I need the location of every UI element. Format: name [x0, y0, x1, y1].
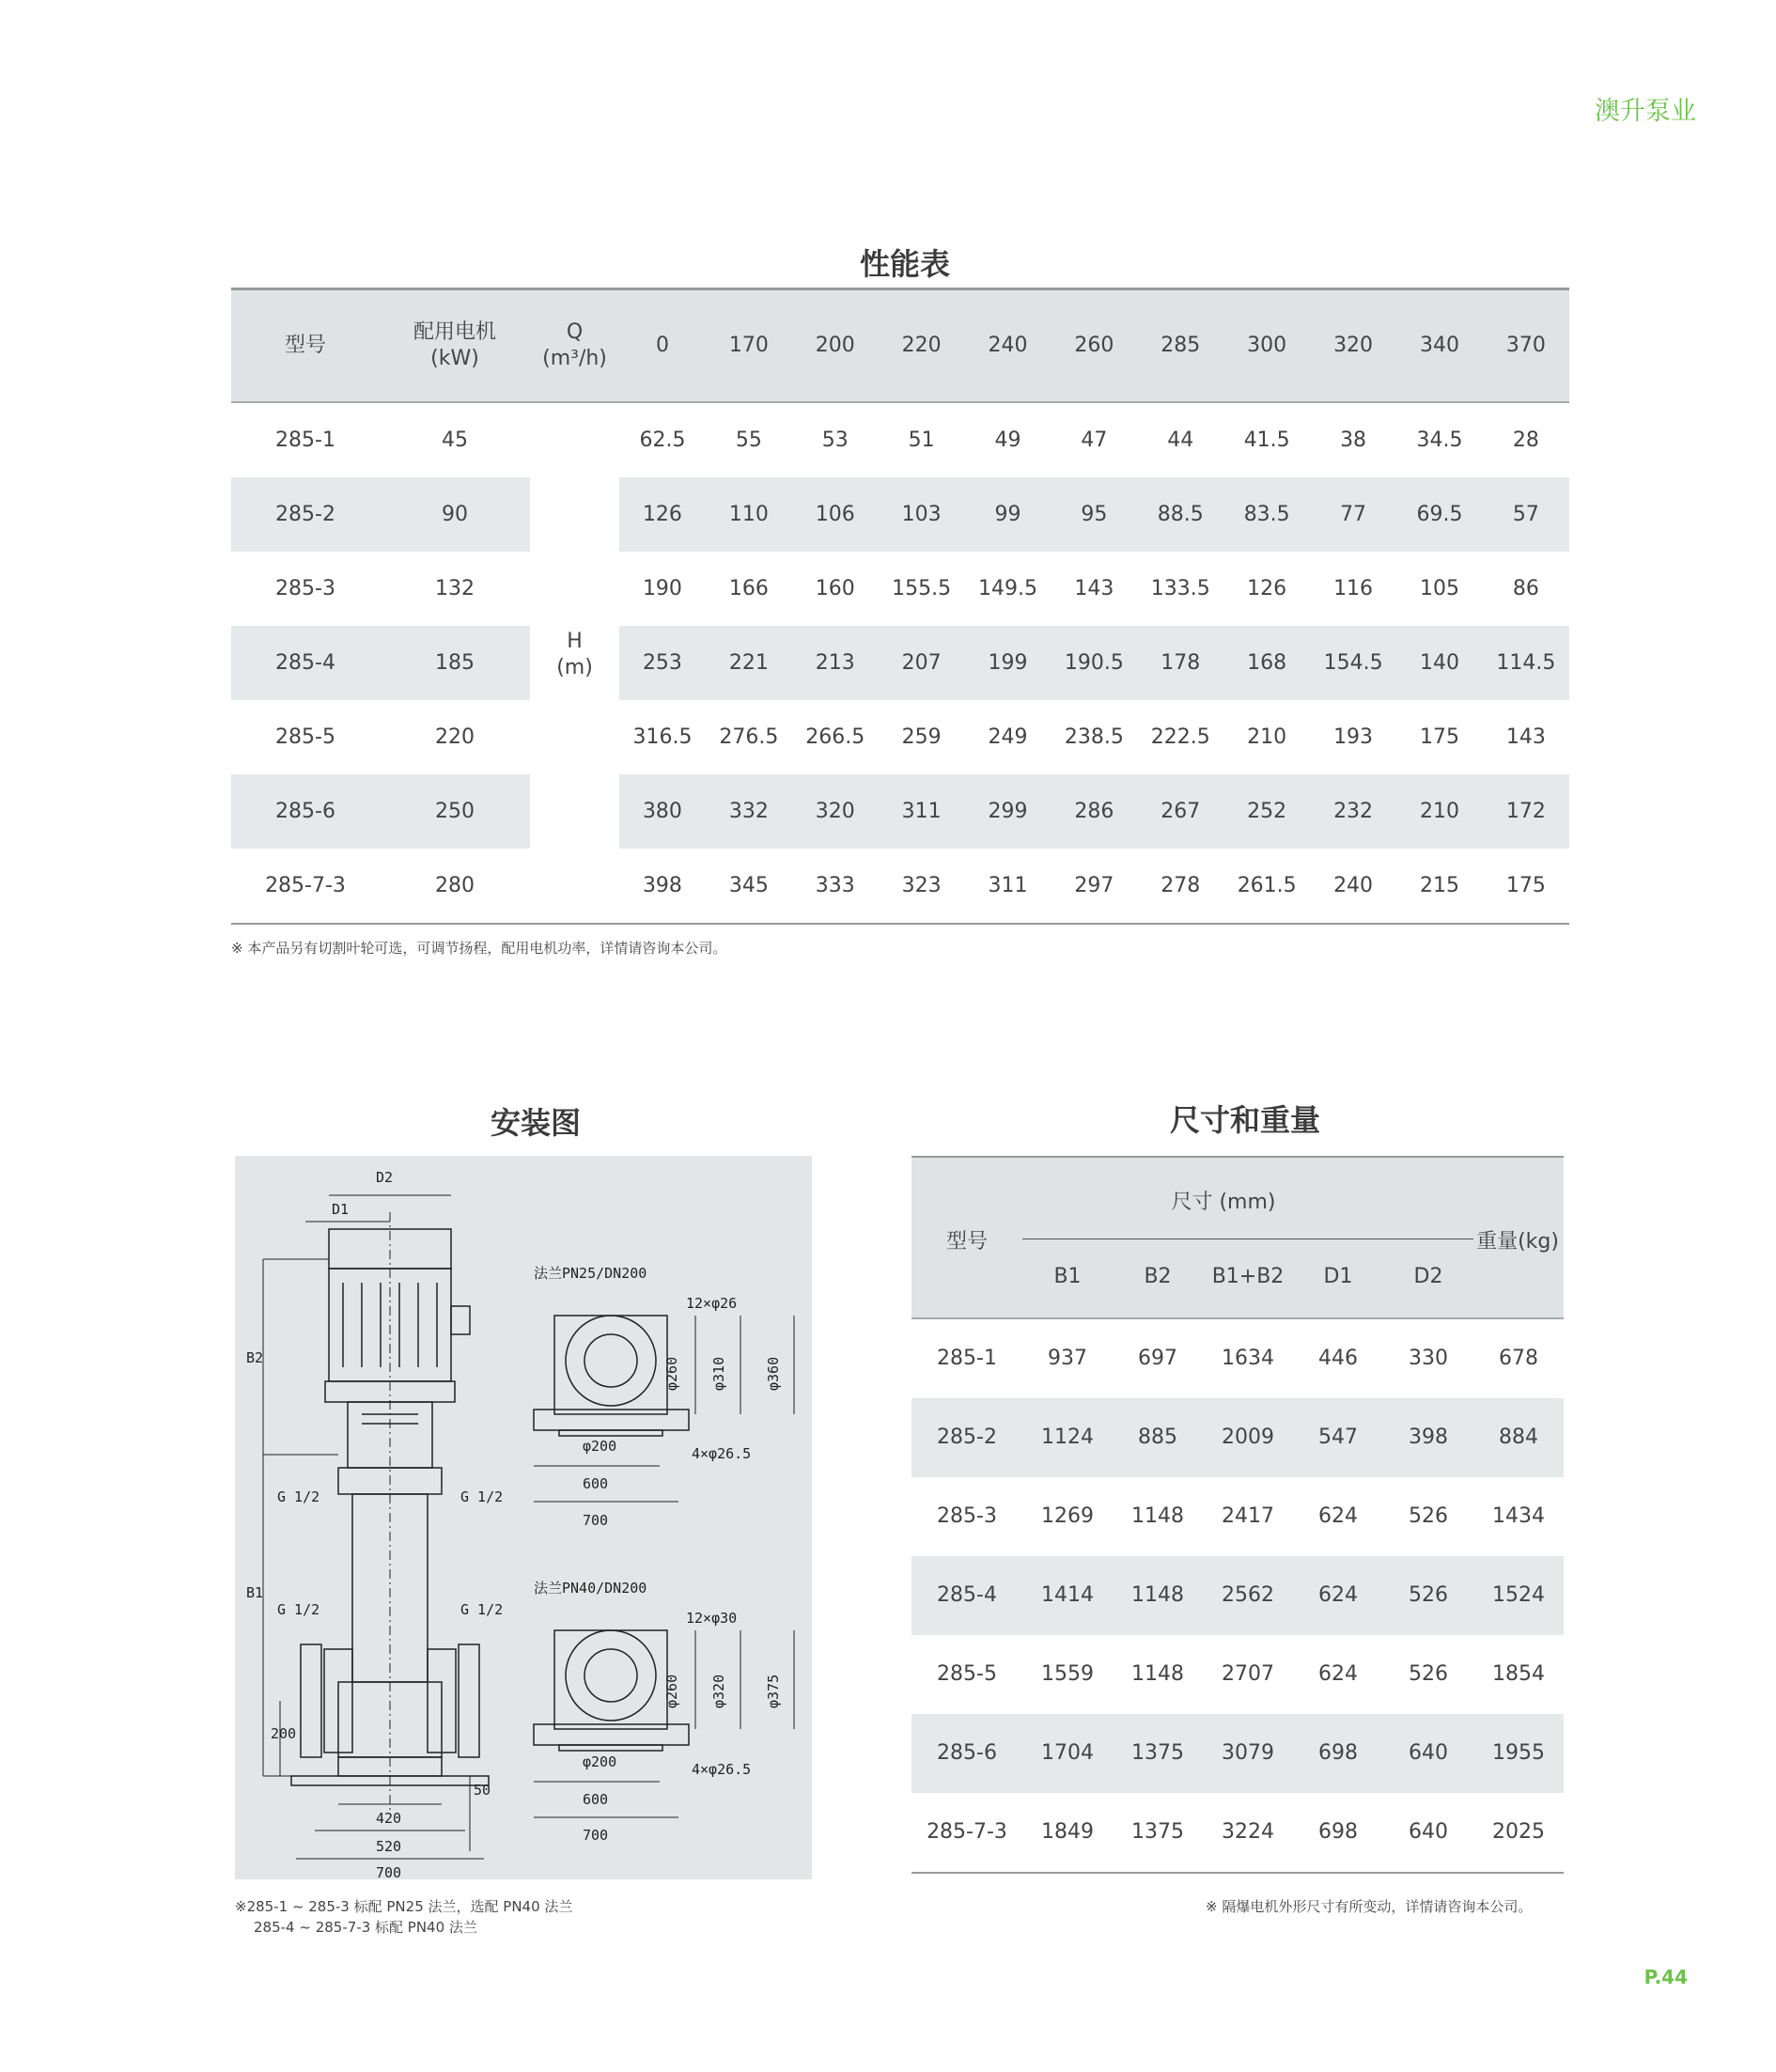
- cell-head-value: 49: [994, 428, 1021, 452]
- label-d200-top: φ200: [583, 1438, 617, 1455]
- header-flow-5: 260: [1074, 334, 1114, 357]
- installation-note-1: ※285-1 ~ 285-3 标配 PN25 法兰，选配 PN40 法兰: [235, 1898, 573, 1915]
- cell-b1: 1124: [1041, 1425, 1094, 1449]
- cell-weight: 1524: [1492, 1583, 1545, 1607]
- header-motor-unit: (kW): [430, 347, 479, 370]
- cell-head-value: 77: [1340, 502, 1367, 526]
- cell-head-value: 207: [901, 650, 942, 675]
- cell-b1: 1269: [1041, 1504, 1094, 1528]
- cell-head-value: 88.5: [1157, 502, 1204, 526]
- table-row: [911, 1319, 1564, 1398]
- cell-head-value: 320: [815, 799, 855, 823]
- header-motor-label: 配用电机: [413, 320, 496, 344]
- header-q: [530, 319, 619, 372]
- cell-head-value: 261.5: [1237, 873, 1297, 897]
- cell-head-value: 53: [821, 428, 849, 452]
- cell-head-value: 133.5: [1150, 576, 1210, 600]
- cell-head-value: 44: [1167, 428, 1194, 452]
- dimensions-title: 尺寸和重量: [1169, 1102, 1320, 1138]
- label-flange1: 法兰PN25/DN200: [534, 1265, 647, 1282]
- cell-head-value: 175: [1505, 873, 1546, 897]
- cell-model: 285-2: [275, 502, 335, 526]
- cell-model: 285-6: [937, 1741, 997, 1765]
- cell-b1b2: 2562: [1222, 1583, 1274, 1607]
- cell-head-value: 28: [1512, 428, 1539, 452]
- header-flow-values: [619, 333, 1569, 359]
- cell-head-value: 232: [1333, 799, 1374, 823]
- label-g-right-bottom: G 1/2: [460, 1601, 504, 1618]
- cell-b1b2: 1634: [1222, 1347, 1274, 1370]
- cell-head-value: 47: [1081, 428, 1108, 452]
- table-row: [231, 700, 1569, 774]
- cell-weight: 678: [1499, 1347, 1538, 1370]
- cell-head-value: 116: [1333, 576, 1374, 600]
- cell-head-value: 210: [1247, 724, 1287, 749]
- label-flange2: 法兰PN40/DN200: [534, 1580, 647, 1597]
- cell-head-value: 345: [728, 873, 769, 897]
- cell-d1: 698: [1318, 1820, 1358, 1844]
- cell-head-value: 222.5: [1150, 724, 1210, 749]
- cell-head-value: 172: [1505, 799, 1546, 823]
- header-flow-0: 0: [655, 334, 669, 357]
- cell-head-value: 252: [1247, 799, 1287, 823]
- label-420: 420: [376, 1810, 402, 1827]
- flange-top-view-2: [534, 1630, 794, 1817]
- cell-head-value: 168: [1247, 650, 1287, 675]
- header-flow-9: 340: [1419, 334, 1459, 357]
- cell-d1: 624: [1318, 1504, 1358, 1528]
- performance-note: ※ 本产品另有切割叶轮可选，可调节扬程，配用电机功率，详情请咨询本公司。: [231, 940, 727, 957]
- performance-header-row: [231, 290, 1569, 403]
- header-q-unit: (m³/h): [542, 347, 607, 370]
- performance-title: 性能表: [859, 246, 950, 282]
- cell-head-value: 253: [642, 650, 682, 675]
- cell-head-value: 34.5: [1416, 428, 1463, 452]
- label-d320: φ320: [710, 1674, 727, 1708]
- header-q-label: Q: [566, 320, 584, 344]
- label-700-top: 700: [583, 1512, 609, 1529]
- header-h-unit: (m): [556, 656, 593, 679]
- cell-head-value: 166: [728, 576, 769, 600]
- cell-head-value: 278: [1161, 873, 1201, 897]
- label-d310: φ310: [710, 1356, 727, 1391]
- header-flow-2: 200: [815, 334, 855, 357]
- cell-model: 285-7-3: [927, 1820, 1007, 1844]
- cell-head-value: 38: [1340, 428, 1367, 452]
- cell-head-value: 126: [1247, 576, 1287, 600]
- brand-logo-text: 澳升泵业: [1595, 97, 1696, 126]
- cell-head-value: 190.5: [1064, 650, 1124, 675]
- cell-motor: 250: [435, 799, 475, 823]
- cell-head-value: 323: [901, 873, 942, 897]
- cell-model: 285-1: [275, 428, 335, 452]
- cell-head-value: 55: [735, 428, 762, 452]
- label-g-right-top: G 1/2: [460, 1488, 504, 1505]
- cell-b2: 1375: [1131, 1741, 1184, 1765]
- cell-head-value: 57: [1512, 502, 1539, 526]
- cell-model: 285-3: [275, 576, 335, 600]
- cell-model: 285-4: [937, 1583, 997, 1607]
- label-bolts1: 12×φ26: [686, 1295, 738, 1312]
- dim-header-b1: B1: [1053, 1265, 1082, 1288]
- cell-head-value: 105: [1419, 576, 1459, 600]
- cell-d2: 640: [1409, 1741, 1448, 1765]
- label-600-bottom: 600: [583, 1791, 609, 1808]
- cell-head-value: 259: [901, 724, 942, 749]
- label-200: 200: [271, 1725, 297, 1742]
- cell-head-value: 106: [815, 502, 855, 526]
- cell-d1: 624: [1318, 1662, 1358, 1686]
- cell-head-value: 155.5: [892, 576, 952, 600]
- cell-head-value: 238.5: [1064, 724, 1124, 749]
- cell-head-value: 380: [642, 799, 682, 823]
- label-50: 50: [474, 1782, 491, 1799]
- cell-head-value: 110: [728, 502, 769, 526]
- installation-note-2: 285-4 ~ 285-7-3 标配 PN40 法兰: [254, 1919, 477, 1936]
- dim-header-b2: B2: [1144, 1265, 1172, 1288]
- header-flow-4: 240: [988, 334, 1028, 357]
- cell-motor: 280: [435, 873, 475, 897]
- table-row: [911, 1793, 1564, 1872]
- cell-b2: 1148: [1131, 1583, 1184, 1607]
- label-d375: φ375: [765, 1674, 782, 1708]
- cell-head-value: 299: [988, 799, 1028, 823]
- cell-weight: 1854: [1492, 1662, 1545, 1686]
- cell-d2: 640: [1409, 1820, 1448, 1844]
- cell-head-value: 41.5: [1243, 428, 1290, 452]
- dimensions-body: [911, 1319, 1564, 1872]
- cell-head-value: 86: [1512, 576, 1539, 600]
- performance-body: [231, 403, 1569, 923]
- pump-side-view: [291, 1212, 489, 1814]
- cell-head-value: 221: [728, 650, 769, 675]
- flange-top-view-1: [534, 1316, 794, 1502]
- page-number: P.44: [1644, 1966, 1688, 1988]
- cell-head-value: 213: [815, 650, 855, 675]
- cell-d2: 330: [1409, 1347, 1448, 1370]
- cell-model: 285-2: [937, 1425, 997, 1449]
- label-bolts2: 12×φ30: [686, 1610, 738, 1627]
- cell-head-value: 398: [642, 873, 682, 897]
- cell-b1: 1849: [1041, 1820, 1094, 1844]
- cell-b2: 1148: [1131, 1504, 1184, 1528]
- table-row: [231, 403, 1569, 477]
- cell-d1: 624: [1318, 1583, 1358, 1607]
- cell-head-value: 99: [994, 502, 1021, 526]
- label-600-top: 600: [583, 1475, 609, 1492]
- cell-b2: 697: [1138, 1347, 1177, 1370]
- dimensions-table: [911, 1156, 1564, 1874]
- cell-head-value: 193: [1333, 724, 1374, 749]
- cell-head-value: 267: [1161, 799, 1201, 823]
- cell-head-value: 51: [908, 428, 935, 452]
- cell-d2: 398: [1409, 1425, 1448, 1449]
- cell-b1b2: 2707: [1222, 1662, 1274, 1686]
- header-flow-7: 300: [1247, 334, 1287, 357]
- label-g-left-top: G 1/2: [277, 1488, 320, 1505]
- cell-b2: 1375: [1131, 1820, 1184, 1844]
- cell-b1b2: 3079: [1222, 1741, 1274, 1765]
- cell-head-value: 240: [1333, 873, 1374, 897]
- cell-head-value: 95: [1081, 502, 1108, 526]
- label-d260-bottom: φ260: [663, 1674, 680, 1708]
- cell-d1: 547: [1318, 1425, 1358, 1449]
- cell-head-value: 190: [642, 576, 682, 600]
- installation-title: 安装图: [490, 1105, 581, 1141]
- cell-d2: 526: [1409, 1504, 1448, 1528]
- cell-b1b2: 2009: [1222, 1425, 1274, 1449]
- table-row: [911, 1635, 1564, 1714]
- table-row: [911, 1477, 1564, 1556]
- cell-d1: 446: [1318, 1347, 1358, 1370]
- cell-head-value: 126: [642, 502, 682, 526]
- cell-d2: 526: [1409, 1583, 1448, 1607]
- cell-motor: 185: [435, 650, 475, 675]
- label-d200-bottom: φ200: [583, 1753, 617, 1770]
- header-h: [530, 629, 619, 681]
- cell-b1: 1414: [1041, 1583, 1094, 1607]
- cell-head-value: 311: [901, 799, 942, 823]
- cell-b1: 937: [1048, 1347, 1087, 1370]
- cell-motor: 220: [435, 724, 475, 749]
- cell-head-value: 276.5: [719, 724, 779, 749]
- cell-weight: 1955: [1492, 1741, 1545, 1765]
- cell-head-value: 333: [815, 873, 855, 897]
- cell-b1: 1704: [1041, 1741, 1094, 1765]
- header-flow-10: 370: [1505, 334, 1546, 357]
- label-520: 520: [376, 1838, 402, 1855]
- cell-motor: 45: [442, 428, 468, 452]
- header-h-label: H: [567, 630, 583, 653]
- cell-head-value: 154.5: [1323, 650, 1383, 675]
- label-700-bottom: 700: [583, 1827, 609, 1844]
- table-row: [911, 1398, 1564, 1477]
- cell-model: 285-6: [275, 799, 335, 823]
- cell-d1: 698: [1318, 1741, 1358, 1765]
- header-flow-6: 285: [1161, 334, 1201, 357]
- header-flow-8: 320: [1333, 334, 1374, 357]
- cell-model: 285-5: [937, 1662, 997, 1686]
- cell-model: 285-5: [275, 724, 335, 749]
- cell-b2: 885: [1138, 1425, 1177, 1449]
- dimensions-note: ※ 隔爆电机外形尺寸有所变动，详情请咨询本公司。: [1206, 1898, 1533, 1915]
- installation-drawing: [235, 1156, 812, 1879]
- cell-head-value: 160: [815, 576, 855, 600]
- dim-header-weight: 重量(kg): [1476, 1230, 1559, 1254]
- cell-model: 285-3: [937, 1504, 997, 1528]
- cell-head-value: 143: [1074, 576, 1114, 600]
- cell-head-value: 103: [901, 502, 942, 526]
- cell-weight: 2025: [1492, 1820, 1545, 1844]
- cell-head-value: 210: [1419, 799, 1459, 823]
- label-b2: B2: [246, 1349, 264, 1366]
- cell-head-value: 249: [988, 724, 1028, 749]
- dim-header-b1b2: B1+B2: [1211, 1265, 1285, 1288]
- cell-head-value: 143: [1505, 724, 1546, 749]
- header-flow-1: 170: [728, 334, 769, 357]
- cell-head-value: 178: [1161, 650, 1201, 675]
- dim-header-d2: D2: [1413, 1265, 1443, 1288]
- cell-model: 285-7-3: [265, 873, 346, 897]
- dimensions-header: [911, 1158, 1564, 1319]
- cell-d2: 526: [1409, 1662, 1448, 1686]
- cell-head-value: 215: [1419, 873, 1459, 897]
- cell-weight: 884: [1499, 1425, 1538, 1449]
- cell-head-value: 266.5: [805, 724, 865, 749]
- label-d260-top: φ260: [663, 1356, 680, 1391]
- label-b1: B1: [246, 1584, 264, 1601]
- cell-head-value: 199: [988, 650, 1028, 675]
- label-d1: D1: [332, 1201, 350, 1218]
- cell-head-value: 69.5: [1416, 502, 1463, 526]
- label-g-left-bottom: G 1/2: [277, 1601, 320, 1618]
- cell-head-value: 62.5: [639, 428, 686, 452]
- cell-head-value: 114.5: [1496, 650, 1556, 675]
- cell-head-value: 311: [988, 873, 1028, 897]
- header-flow-3: 220: [901, 334, 942, 357]
- label-holes-bottom: 4×φ26.5: [692, 1761, 752, 1778]
- label-d360: φ360: [765, 1356, 782, 1391]
- dim-header-size: 尺寸 (mm): [1171, 1191, 1276, 1214]
- label-700-left: 700: [376, 1864, 402, 1879]
- cell-model: 285-4: [275, 650, 335, 675]
- table-row: [231, 552, 1569, 626]
- cell-b1b2: 2417: [1222, 1504, 1274, 1528]
- performance-table: [231, 288, 1569, 925]
- cell-motor: 90: [442, 502, 468, 526]
- cell-head-value: 83.5: [1243, 502, 1290, 526]
- cell-b2: 1148: [1131, 1662, 1184, 1686]
- header-motor: [380, 319, 530, 372]
- cell-head-value: 149.5: [978, 576, 1037, 600]
- cell-motor: 132: [435, 576, 475, 600]
- cell-head-value: 297: [1074, 873, 1114, 897]
- cell-head-value: 286: [1074, 799, 1114, 823]
- cell-head-value: 316.5: [632, 724, 693, 749]
- table-row: [911, 1556, 1564, 1635]
- table-row: [911, 1714, 1564, 1793]
- cell-head-value: 140: [1419, 650, 1459, 675]
- cell-model: 285-1: [937, 1347, 997, 1370]
- cell-head-value: 175: [1419, 724, 1459, 749]
- cell-head-value: 332: [728, 799, 769, 823]
- cell-b1b2: 3224: [1222, 1820, 1274, 1844]
- header-model: 型号: [284, 334, 326, 357]
- cell-b1: 1559: [1041, 1662, 1094, 1686]
- table-row: [231, 849, 1569, 923]
- cell-weight: 1434: [1492, 1504, 1545, 1528]
- dim-header-model: 型号: [945, 1230, 988, 1254]
- label-d2: D2: [376, 1169, 394, 1186]
- label-holes-top: 4×φ26.5: [692, 1445, 752, 1462]
- dim-header-d1: D1: [1323, 1265, 1353, 1288]
